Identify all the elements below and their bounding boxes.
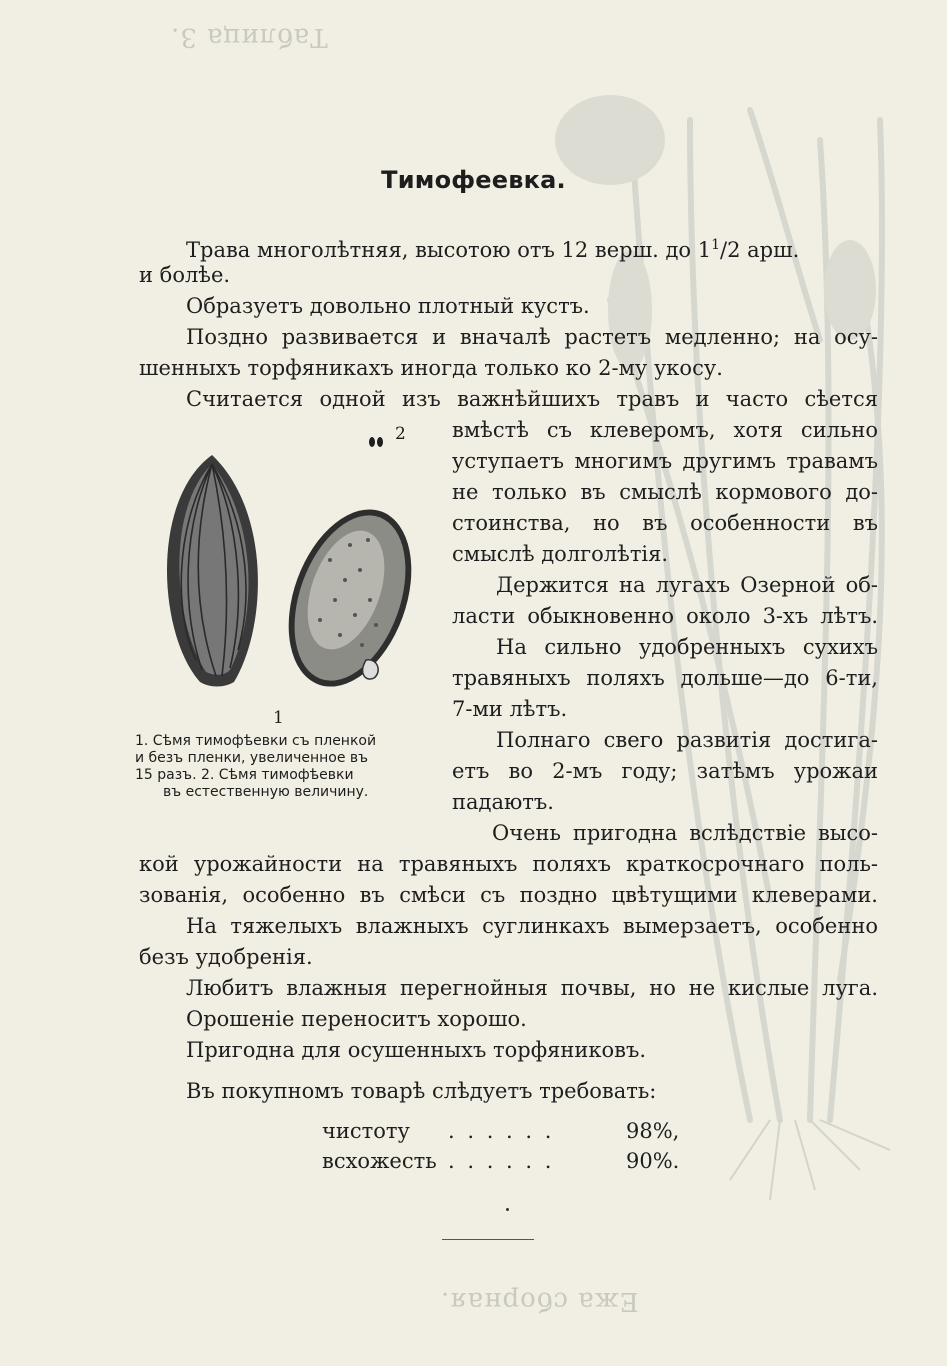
caption-line: въ естественную величину. bbox=[163, 784, 369, 800]
text-line: Въ покупномъ товарѣ слѣдуетъ требовать: bbox=[186, 1079, 657, 1103]
text-line: и болѣе. bbox=[139, 263, 231, 287]
seed-without-husk-drawing bbox=[266, 492, 430, 703]
text-line: ласти обыкновенно около 3-хъ лѣтъ. bbox=[452, 604, 878, 628]
text-line bbox=[186, 232, 799, 263]
seed-with-husk-drawing bbox=[167, 455, 258, 687]
text-line: Держится на лугахъ Озерной об- bbox=[496, 573, 878, 597]
requirement-purity-value: 98%, bbox=[626, 1119, 680, 1143]
text-line: уступаетъ многимъ другимъ травамъ bbox=[452, 449, 878, 473]
text-line: етъ во 2-мъ году; затѣмъ урожаи bbox=[452, 759, 878, 783]
text-line: кой урожайности на травяныхъ поляхъ краткосрочнаго поль- bbox=[139, 852, 878, 876]
text-line: не только въ смыслѣ кормового до- bbox=[452, 480, 878, 504]
requirement-purity-label: чистоту bbox=[322, 1119, 410, 1143]
text-line: Орошеніе переноситъ хорошо. bbox=[186, 1007, 527, 1031]
text-line: Очень пригодна вслѣдствіе высо- bbox=[492, 821, 878, 845]
text-line: Полнаго свего развитія достига- bbox=[496, 728, 878, 752]
text-line: вмѣстѣ съ клеверомъ, хотя сильно bbox=[452, 418, 878, 442]
ornament-dot bbox=[506, 1208, 509, 1211]
seed-natural-size-drawing bbox=[369, 437, 383, 447]
text-line: стоинства, но въ особенности въ bbox=[452, 511, 878, 535]
requirement-purity-dots: . . . . . . bbox=[448, 1119, 555, 1143]
figure-caption bbox=[135, 733, 441, 801]
text-line: Образуетъ довольно плотный кустъ. bbox=[186, 294, 590, 318]
mirrored-header-ghost: Таблица 3. bbox=[170, 22, 328, 52]
seed-illustration bbox=[130, 420, 430, 725]
figure-label-1: 1 bbox=[273, 708, 284, 728]
text-line: 7-ми лѣтъ. bbox=[452, 697, 568, 721]
requirement-germination-dots: . . . . . . bbox=[448, 1149, 555, 1173]
text-line: смыслѣ долголѣтія. bbox=[452, 542, 669, 566]
text-line: падаютъ. bbox=[452, 790, 554, 814]
requirement-germination-label: всхожесть bbox=[322, 1149, 437, 1173]
requirement-germination-value: 90%. bbox=[626, 1149, 680, 1173]
mirrored-footer-ghost: Ежа сборная. bbox=[440, 1286, 639, 1316]
text-line: зованія, особенно въ смѣси съ поздно цвѣтущими клеверами. bbox=[139, 883, 878, 907]
caption-line: 15 разъ. 2. Сѣмя тимофѣевки bbox=[135, 767, 354, 783]
text-line-part: /2 арш. bbox=[720, 238, 800, 262]
text-line-part: Трава многолѣтняя, высотою отъ 12 верш. до 1 bbox=[186, 238, 712, 262]
text-line: Любитъ влажныя перегнойныя почвы, но не кислые луга. bbox=[186, 976, 878, 1000]
caption-line: 1. Сѣмя тимофѣевки съ пленкой bbox=[135, 733, 377, 749]
end-rule bbox=[442, 1239, 534, 1240]
text-line: безъ удобренія. bbox=[139, 945, 313, 969]
text-line: На тяжелыхъ влажныхъ суглинкахъ вымерзаетъ, особенно bbox=[186, 914, 878, 938]
caption-line: и безъ пленки, увеличенное въ bbox=[135, 750, 369, 766]
figure-label-2: 2 bbox=[395, 424, 406, 444]
text-line: Пригодна для осушенныхъ торфяниковъ. bbox=[186, 1038, 647, 1062]
text-line: Считается одной изъ важнѣйшихъ травъ и часто сѣется bbox=[186, 387, 878, 411]
text-line: Поздно развивается и вначалѣ растетъ медленно; на осу- bbox=[186, 325, 878, 349]
text-line: шенныхъ торфяникахъ иногда только ко 2-му укосу. bbox=[139, 356, 723, 380]
page-title: Тимофеевка. bbox=[381, 166, 566, 194]
text-line: травяныхъ поляхъ дольше—до 6-ти, bbox=[452, 666, 878, 690]
fraction-superscript: 1 bbox=[711, 237, 721, 253]
text-line: На сильно удобренныхъ сухихъ bbox=[496, 635, 878, 659]
